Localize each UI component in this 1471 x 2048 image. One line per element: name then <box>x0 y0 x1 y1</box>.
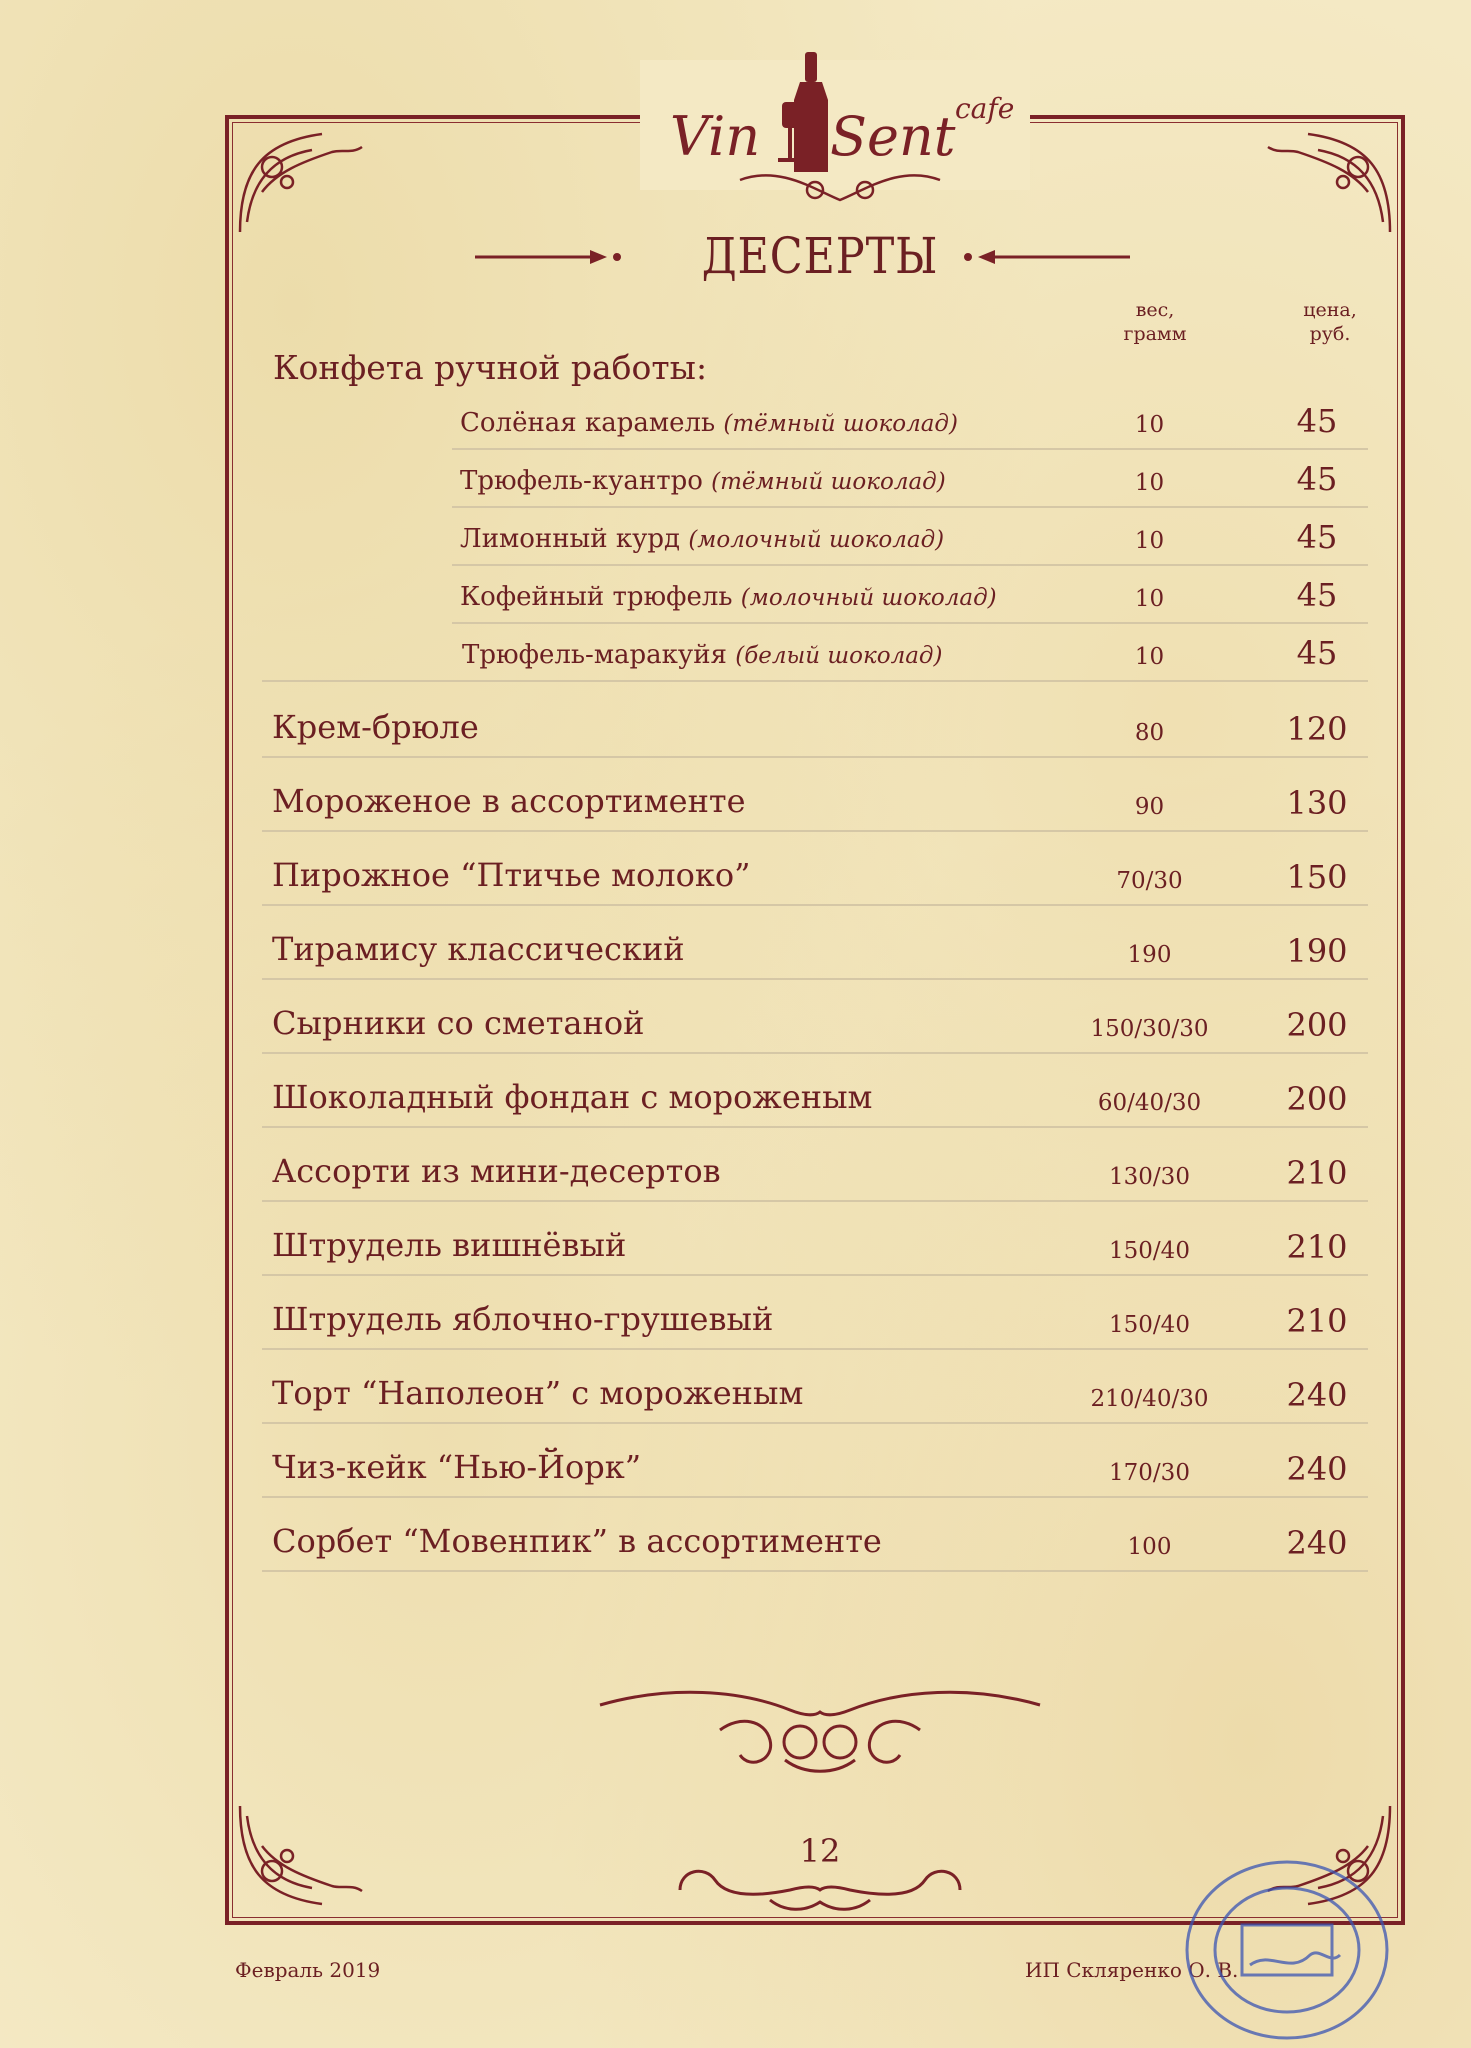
svg-text:cafe: cafe <box>955 92 1015 125</box>
logo-text: Vin <box>670 105 761 168</box>
item-note: (белый шоколад) <box>735 643 943 669</box>
item-weight: 10 <box>1134 644 1165 670</box>
menu-row <box>262 1356 1368 1424</box>
item-name: Тирамису классический <box>272 930 685 968</box>
menu-row <box>262 690 1368 758</box>
menu-row <box>452 514 1368 566</box>
menu-row <box>262 1430 1368 1498</box>
flourish-divider-icon <box>590 1660 1050 1780</box>
menu-row <box>262 838 1368 906</box>
candy-group-title: Конфета ручной работы: <box>273 348 708 387</box>
item-price: 210 <box>1286 1154 1348 1192</box>
menu-row <box>452 456 1368 508</box>
official-stamp-icon <box>1180 1855 1395 2045</box>
section-title: ДЕСЕРТЫ <box>701 227 939 285</box>
footer-date: Февраль 2019 <box>235 1958 381 1982</box>
item-name: Трюфель-маракуйя <box>462 640 727 670</box>
page-number: 12 <box>799 1832 841 1870</box>
item-weight: 130/30 <box>1109 1164 1190 1190</box>
menu-row <box>262 1208 1368 1276</box>
menu-row <box>262 764 1368 832</box>
item-name: Крем-брюле <box>272 708 479 746</box>
menu-row <box>262 1282 1368 1350</box>
corner-ornament-bottom-left <box>232 1796 392 1916</box>
item-name: Ассорти из мини-десертов <box>272 1152 721 1190</box>
item-weight: 150/40 <box>1109 1238 1190 1264</box>
footer-owner: ИП Скляренко О. В. <box>1025 1958 1239 1982</box>
item-weight: 150/40 <box>1109 1312 1190 1338</box>
item-weight: 10 <box>1134 412 1165 438</box>
item-weight: 60/40/30 <box>1097 1090 1202 1116</box>
item-weight: 70/30 <box>1116 868 1183 894</box>
item-weight: 210/40/30 <box>1090 1386 1209 1412</box>
item-price: 200 <box>1286 1080 1348 1118</box>
item-name: Торт “Наполеон” с мороженым <box>272 1374 804 1412</box>
menu-row <box>262 912 1368 980</box>
section-title-row <box>520 225 1120 295</box>
page-number-flourish-icon <box>660 1850 980 1920</box>
item-weight: 10 <box>1134 470 1165 496</box>
item-name: Лимонный курд <box>460 524 681 554</box>
menu-row <box>262 986 1368 1054</box>
item-note: (тёмный шоколад) <box>711 469 946 495</box>
column-header-price: цена, руб. <box>1303 299 1357 345</box>
item-price: 45 <box>1296 460 1338 498</box>
corner-ornament-top-right <box>1238 122 1398 242</box>
item-price: 200 <box>1286 1006 1348 1044</box>
item-name: Мороженое в ассортименте <box>272 782 746 820</box>
menu-row <box>452 398 1368 450</box>
item-name: Пирожное “Птичье молоко” <box>272 856 751 894</box>
item-name: Сорбет “Мовенпик” в ассортименте <box>272 1522 882 1560</box>
item-note: (молочный шоколад) <box>740 585 997 611</box>
item-name: Штрудель яблочно-грушевый <box>272 1300 774 1338</box>
item-name: Штрудель вишнёвый <box>272 1226 627 1264</box>
item-name: Шоколадный фондан с мороженым <box>272 1078 873 1116</box>
item-name: Кофейный трюфель <box>460 582 733 612</box>
item-price: 150 <box>1286 858 1348 896</box>
item-weight: 170/30 <box>1109 1460 1190 1486</box>
menu-row <box>452 572 1368 624</box>
item-weight: 150/30/30 <box>1090 1016 1209 1042</box>
item-weight: 10 <box>1134 586 1165 612</box>
item-price: 120 <box>1286 710 1348 748</box>
menu-row <box>262 1134 1368 1202</box>
item-price: 190 <box>1286 932 1348 970</box>
menu-row <box>262 1060 1368 1128</box>
item-price: 210 <box>1286 1302 1348 1340</box>
item-price: 240 <box>1286 1376 1348 1414</box>
corner-ornament-top-left <box>232 122 392 242</box>
title-right-ornament-icon <box>960 247 1130 267</box>
item-name: Чиз-кейк “Нью-Йорк” <box>272 1448 642 1486</box>
item-weight: 10 <box>1134 528 1165 554</box>
item-price: 240 <box>1286 1524 1348 1562</box>
item-weight: 190 <box>1127 942 1172 968</box>
item-price: 130 <box>1286 784 1348 822</box>
item-name: Трюфель-куантро <box>460 466 703 496</box>
item-note: (молочный шоколад) <box>688 527 945 553</box>
item-price: 45 <box>1296 518 1338 556</box>
column-header-weight: вес, грамм <box>1123 299 1187 345</box>
item-weight: 90 <box>1134 794 1165 820</box>
item-name: Солёная карамель <box>460 408 716 438</box>
item-note: (тёмный шоколад) <box>723 411 958 437</box>
item-weight: 80 <box>1134 720 1165 746</box>
item-price: 240 <box>1286 1450 1348 1488</box>
vinsent-cafe-logo <box>650 40 1030 215</box>
item-price: 210 <box>1286 1228 1348 1266</box>
svg-text:Sent: Sent <box>830 105 956 168</box>
item-price: 45 <box>1296 402 1338 440</box>
item-price: 45 <box>1296 634 1338 672</box>
menu-row <box>262 630 1368 682</box>
item-price: 45 <box>1296 576 1338 614</box>
item-name: Сырники со сметаной <box>272 1004 645 1042</box>
menu-row <box>262 1504 1368 1572</box>
item-weight: 100 <box>1127 1534 1172 1560</box>
